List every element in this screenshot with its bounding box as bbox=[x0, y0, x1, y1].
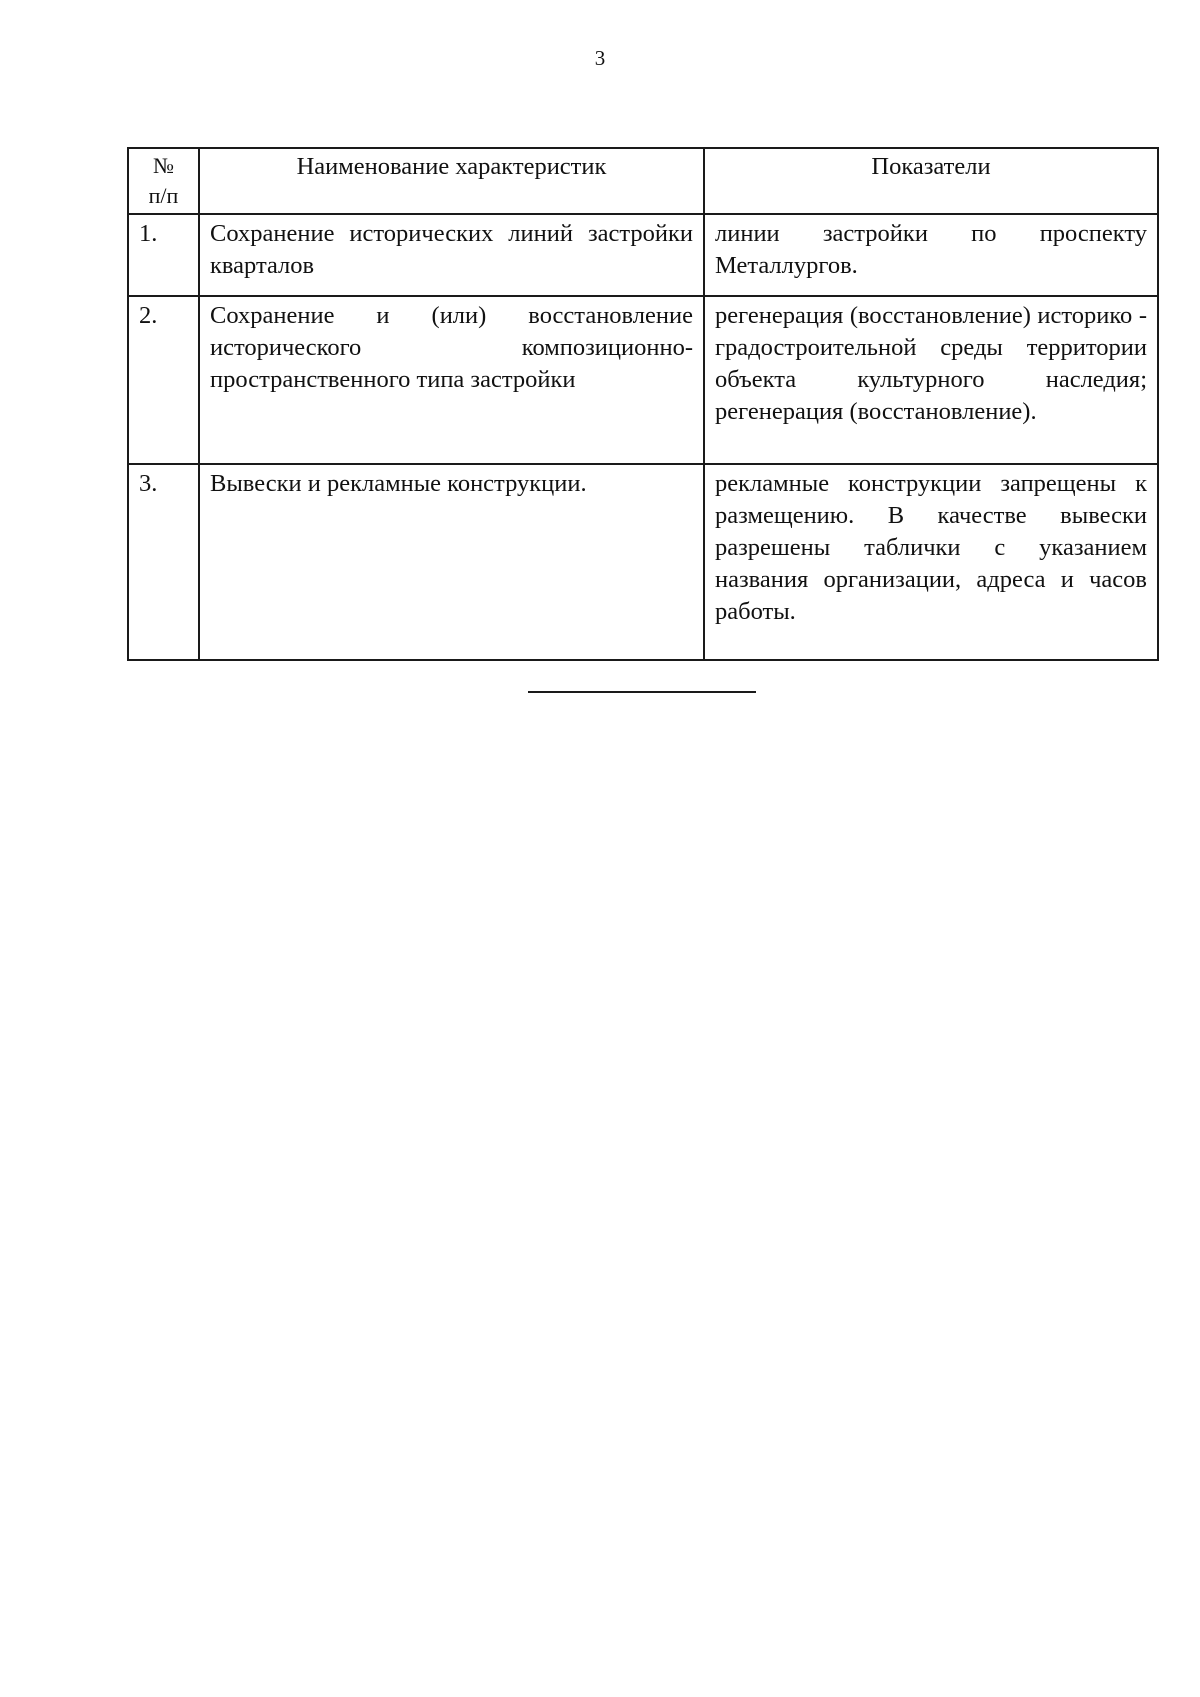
row-number: 2. bbox=[128, 296, 199, 464]
row-value: линии застройки по проспекту Металлургов. bbox=[704, 214, 1158, 296]
characteristics-table bbox=[127, 147, 1159, 661]
row-value: регенерация (восстановление) историко - градостроительной среды территории объекта культурного наследия; регенерация (восстановление). bbox=[704, 296, 1158, 464]
header-name: Наименование характеристик bbox=[199, 148, 704, 214]
row-value: рекламные конструкции запрещены к размещению. В качестве вывески разрешены таблички с указанием названия организации, адреса и часов работы. bbox=[704, 464, 1158, 660]
table-row bbox=[128, 464, 1158, 660]
row-number: 3. bbox=[128, 464, 199, 660]
header-number-abbr: п/п bbox=[148, 183, 179, 208]
row-name: Вывески и рекламные конструкции. bbox=[199, 464, 704, 660]
row-name: Сохранение исторических линий застройки кварталов bbox=[199, 214, 704, 296]
table-header-row bbox=[128, 148, 1158, 214]
page-number: 3 bbox=[594, 46, 606, 70]
header-value: Показатели bbox=[704, 148, 1158, 214]
table-row bbox=[128, 296, 1158, 464]
header-number-symbol: № bbox=[153, 153, 174, 178]
table-row bbox=[128, 214, 1158, 296]
end-separator-line bbox=[528, 691, 756, 693]
header-number bbox=[128, 148, 199, 214]
row-name: Сохранение и (или) восстановление исторического композиционно-пространственного типа застройки bbox=[199, 296, 704, 464]
row-number: 1. bbox=[128, 214, 199, 296]
